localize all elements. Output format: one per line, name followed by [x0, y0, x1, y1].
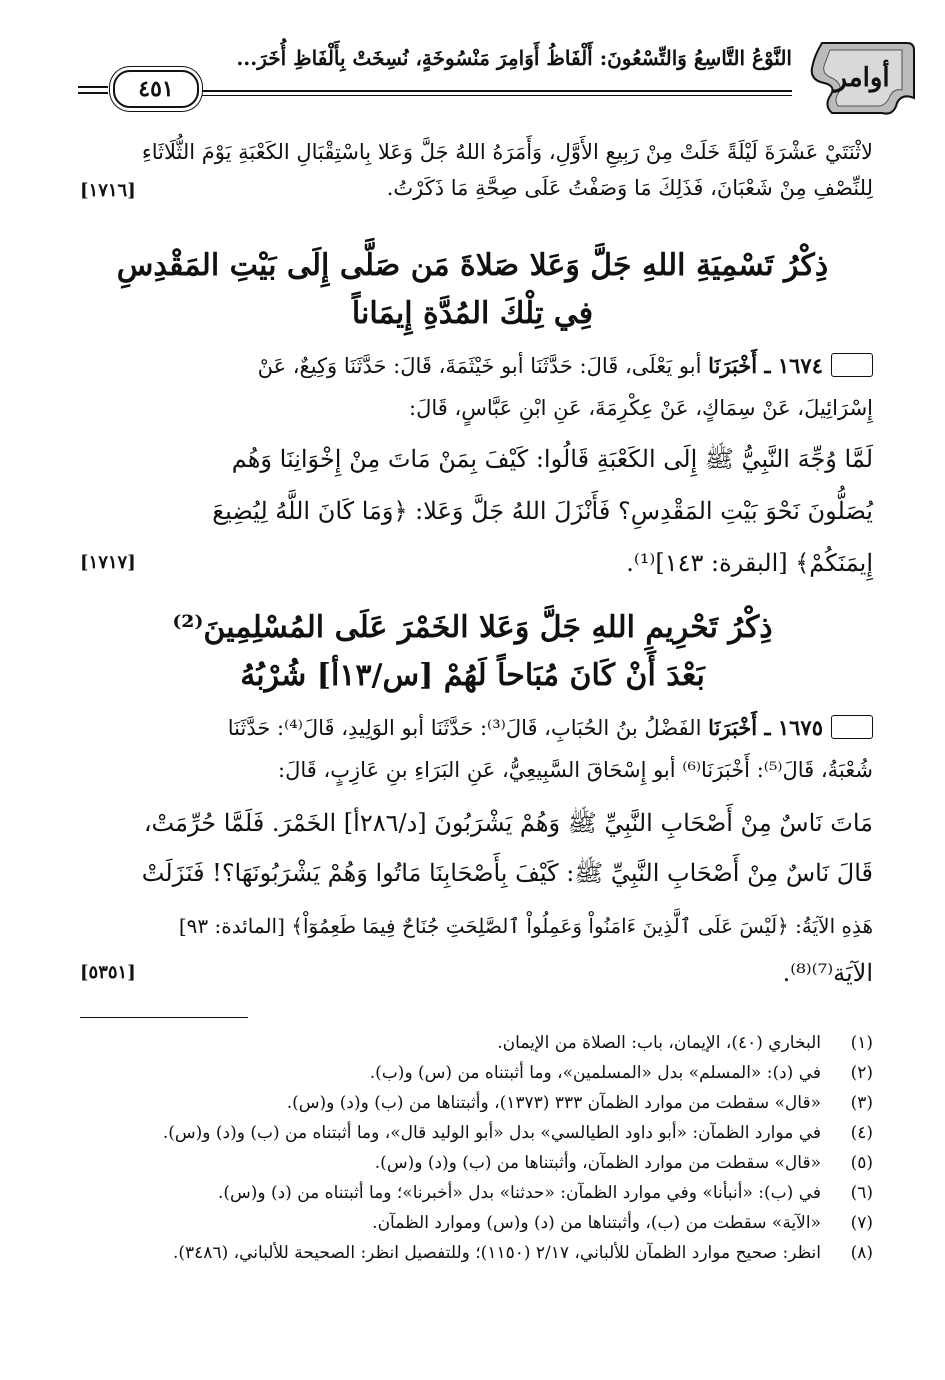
hadith-isnad: [78, 712, 873, 744]
pen-icon: [831, 353, 873, 377]
matn-line-3: هَذِهِ الآيَةُ: ﴿لَيْسَ عَلَى ٱلَّذِينَ ءَامَنُواْ وَعَمِلُواْ ٱلصَّلِحَتِ جُنَاحٌ فِيمَا طَعِمُوٓاْ﴾ [المائدة: ٩٣]: [178, 914, 873, 938]
intro-line-1: لاثْنَتَيْ عَشْرَةَ لَيْلَةً خَلَتْ مِنْ رَبِيعِ الأَوَّلِ، وَأَمَرَهُ اللهُ جَلَّ وَعَلا بِاسْتِقْبَالِ الكَعْبَةِ يَوْمَ الثُّلَاثَاءِ: [141, 140, 873, 164]
matn-line-4: الآيَة⁽⁷⁾⁽⁸⁾.: [782, 959, 873, 987]
footnote-number: (٨): [850, 1243, 873, 1263]
footnote-text: «قال» سقطت من موارد الظمآن ٣٣٣ (١٣٧٣)، وأثبتناها من (ب) و(د) و(س).: [286, 1093, 821, 1113]
footnote: [80, 1178, 873, 1208]
footnote: [80, 1208, 873, 1238]
footnote: [80, 1118, 873, 1148]
hadith-number: ١٦٧٥ ـ أَخْبَرَنَا: [708, 715, 823, 740]
footnote: [80, 1088, 873, 1118]
footnote-number: (٧): [850, 1213, 873, 1233]
section-heading: ذِكْرُ تَحْرِيمِ اللهِ جَلَّ وَعَلا الخَمْرَ عَلَى المُسْلِمِينَ⁽²⁾: [172, 610, 773, 645]
footnote-text: «الآية» سقطت من (ب)، وأثبتناها من (د) و(س) وموارد الظمآن.: [372, 1213, 821, 1233]
section-heading-2: بَعْدَ أَنْ كَانَ مُبَاحاً لَهُمْ [س/١٣أ] شُرْبُهُ: [240, 658, 705, 693]
puzzle-corner-icon: [802, 38, 917, 118]
hadith-reference: [١٧١٦]: [80, 180, 136, 201]
intro-line-2: لِلنِّصْفِ مِنْ شَعْبَانَ، فَذَلِكَ مَا وَصَفْتُ عَلَى صِحَّةِ مَا ذَكَرْتُ.: [386, 176, 873, 200]
isnad-line-2: شُعْبَةُ، قَالَ⁽⁵⁾: أَخْبَرَنَا⁽⁶⁾ أبو إِسْحَاقَ السَّبِيعِيُّ، عَنِ البَرَاءِ بنِ عَازِبٍ، قَالَ:: [278, 758, 873, 782]
matn-line-2: قَالَ نَاسٌ مِنْ أَصْحَابِ النَّبِيِّ ﷺ: كَيْفَ بِأَصْحَابِنَا مَاتُوا وَهُمْ يَشْرَبُونَهَا؟! فَنَزَلَتْ: [141, 859, 873, 887]
matn-line-3: إِيمَنَكُمْ﴾ [البقرة: ١٤٣]⁽¹⁾.: [626, 549, 873, 577]
isnad-text: أبو يَعْلَى، قَالَ: حَدَّثَنَا أبو خَيْثَمَةَ، قَالَ: حَدَّثَنَا وَكِيعٌ، عَنْ: [257, 354, 702, 378]
footnote-text: في (ب): «أنبأنا» وفي موارد الظمآن: «حدثنا» بدل «أخبرنا»؛ وما أثبتناه من (د) و(س).: [217, 1183, 821, 1203]
hadith-reference: [٥٣٥١]: [80, 962, 136, 983]
hadith-number: ١٦٧٤ ـ أَخْبَرَنَا: [708, 353, 823, 378]
matn-line-1: لَمَّا وُجِّهَ النَّبِيُّ ﷺ إِلَى الكَعْبَةِ قَالُوا: كَيْفَ بِمَنْ مَاتَ مِنْ إِخْوَانِنَا وَهُم: [231, 445, 873, 473]
footnote: [80, 1238, 873, 1268]
corner-label: أوامر: [834, 63, 890, 93]
footnote-number: (١): [850, 1033, 873, 1053]
footnote-separator: [80, 1017, 248, 1018]
isnad-text: الفَضْلُ بنُ الحُبَابِ، قَالَ⁽³⁾: حَدَّثَنَا أبو الوَلِيدِ، قَالَ⁽⁴⁾: حَدَّثَنَا: [227, 716, 702, 740]
matn-line-2: يُصَلُّونَ نَحْوَ بَيْتِ المَقْدِسِ؟ فَأَنْزَلَ اللهُ جَلَّ وَعَلا: ﴿وَمَا كَانَ اللَّهُ لِيُضِيعَ: [212, 497, 873, 525]
footnote-text: انظر: صحيح موارد الظمآن للألباني، ٢/١٧ (١١٥٠)؛ وللتفصيل انظر: الصحيحة للألباني، (٣٤٨٦).: [173, 1243, 821, 1263]
matn-line-1: مَاتَ نَاسٌ مِنْ أَصْحَابِ النَّبِيِّ ﷺ وَهُمْ يَشْرَبُونَ [د/٢٨٦أ] الخَمْرَ. فَلَمَّا حُرِّمَتْ،: [143, 809, 873, 837]
footnote-text: البخاري (٤٠)، الإيمان، باب: الصلاة من الإيمان.: [497, 1033, 821, 1053]
isnad-line-2: إِسْرَائِيلَ، عَنْ سِمَاكٍ، عَنْ عِكْرِمَةَ، عَنِ ابْنِ عَبَّاسٍ، قَالَ:: [409, 396, 873, 420]
footnote-text: في موارد الظمآن: «أبو داود الطيالسي» بدل «أبو الوليد قال»، وما أثبتناه من (ب) و(د) و(س).: [162, 1123, 821, 1143]
footnote-number: (٦): [850, 1183, 873, 1203]
page-number-rule-left: [78, 86, 108, 88]
page-number: ٤٥١: [113, 70, 199, 108]
hadith-reference: [١٧١٧]: [80, 552, 136, 573]
footnote-number: (٢): [850, 1063, 873, 1083]
footnote: [80, 1028, 873, 1058]
section-heading: ذِكْرُ تَسْمِيَةِ اللهِ جَلَّ وَعَلا صَلاةَ مَن صَلَّى إِلَى بَيْتِ المَقْدِسِ: [116, 248, 829, 283]
page-number-rule-left-2: [78, 92, 108, 94]
footnote-number: (٣): [850, 1093, 873, 1113]
page-header: [78, 38, 917, 118]
running-title: النَّوْعُ التَّاسِعُ وَالتِّسْعُونَ: أَلْفَاظُ أَوَامِرَ مَنْسُوخَةٍ، نُسِخَتْ بِأَلْفَاظِ أُخَرَ...: [236, 46, 792, 70]
header-rule-thin: [198, 95, 792, 96]
footnote-text: «قال» سقطت من موارد الظمآن، وأثبتناها من (ب) و(د) و(س).: [374, 1153, 821, 1173]
pen-icon: [831, 715, 873, 739]
header-rule: [198, 90, 792, 92]
footnote-number: (٥): [850, 1153, 873, 1173]
footnote: [80, 1148, 873, 1178]
section-heading-2: فِي تِلْكَ المُدَّةِ إِيمَاناً: [351, 296, 594, 331]
footnotes: [80, 1028, 873, 1268]
footnote-text: في (د): «المسلم» بدل «المسلمين»، وما أثبتناه من (س) و(ب).: [369, 1063, 821, 1083]
hadith-isnad: [78, 350, 873, 382]
footnote: [80, 1058, 873, 1088]
footnote-number: (٤): [850, 1123, 873, 1143]
